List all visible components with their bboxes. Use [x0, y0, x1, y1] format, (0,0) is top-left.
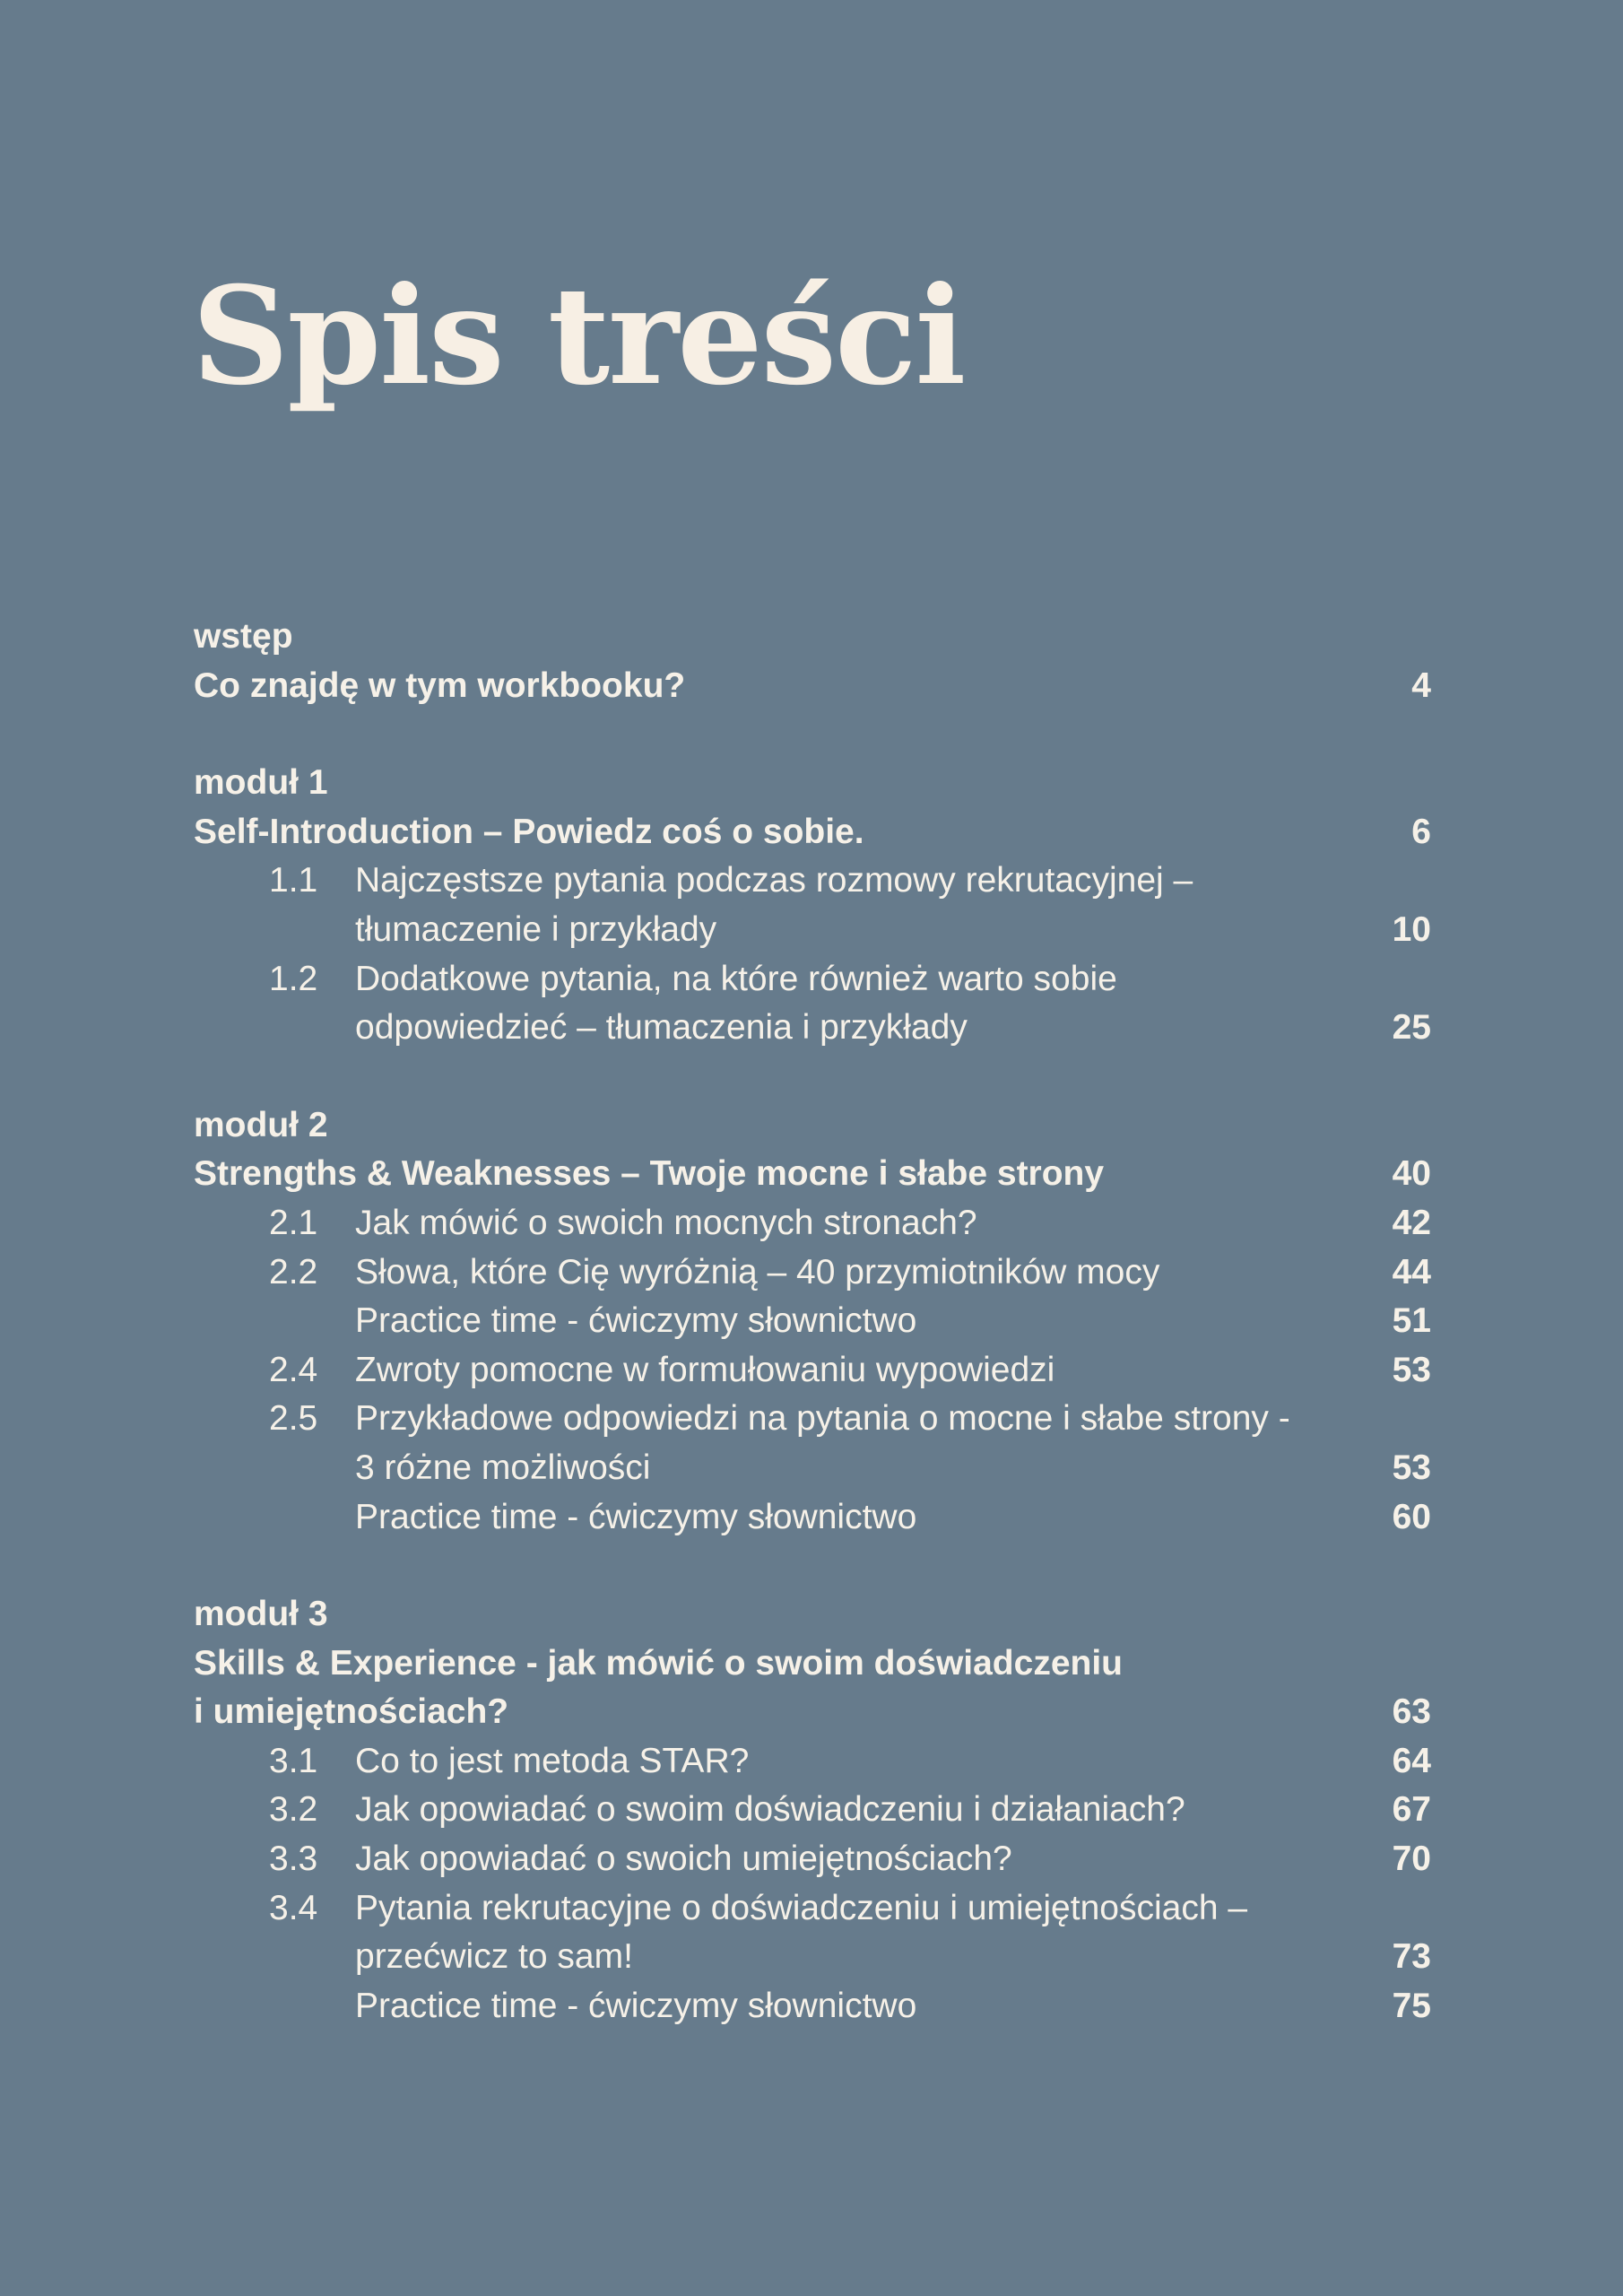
page-number: 40 [1392, 1154, 1431, 1194]
entry-title[interactable]: Jak opowiadać o swoim doświadczeniu i działaniach? [355, 1790, 1185, 1830]
entry-title[interactable]: Słowa, które Cię wyróżnią – 40 przymiotników mocy [355, 1252, 1160, 1292]
section-heading[interactable]: Strengths & Weaknesses – Twoje mocne i słabe strony [194, 1154, 1105, 1194]
section-heading[interactable]: Co znajdę w tym workbooku? [194, 665, 686, 705]
toc-entry-line[interactable] [194, 1933, 1431, 1982]
section-heading[interactable]: i umiejętnościach? [194, 1692, 509, 1732]
toc-entry-line[interactable] [194, 1199, 1431, 1248]
entry-title[interactable]: Practice time - ćwiczymy słownictwo [355, 1301, 917, 1341]
entry-title[interactable]: przećwicz to sam! [355, 1937, 633, 1977]
entry-title[interactable]: Przykładowe odpowiedzi na pytania o mocne i słabe strony - [355, 1399, 1290, 1439]
page-number: 70 [1392, 1839, 1431, 1879]
page-title: Spis treści [192, 257, 965, 415]
toc-entry-line[interactable] [194, 1835, 1431, 1884]
page-number: 4 [1411, 665, 1431, 705]
entry-title[interactable]: Practice time - ćwiczymy słownictwo [355, 1497, 917, 1536]
toc-entry-line[interactable] [194, 906, 1431, 955]
entry-title[interactable]: odpowiedzieć – tłumaczenia i przykłady [355, 1008, 968, 1048]
entry-title[interactable]: Jak opowiadać o swoich umiejętnościach? [355, 1839, 1012, 1879]
entry-title[interactable]: Najczęstsze pytania podczas rozmowy rekrutacyjnej – [355, 861, 1193, 900]
entry-number: 3.4 [269, 1888, 318, 1927]
toc-entry-line[interactable] [194, 1297, 1431, 1346]
toc-entry-line[interactable] [194, 857, 1431, 906]
section-heading[interactable]: Self-Introduction – Powiedz coś o sobie. [194, 812, 864, 851]
page-number: 44 [1392, 1252, 1431, 1292]
entry-title[interactable]: Jak mówić o swoich mocnych stronach? [355, 1203, 977, 1242]
entry-number: 2.4 [269, 1350, 318, 1389]
section-label: moduł 2 [194, 1105, 328, 1144]
entry-title[interactable]: Zwroty pomocne w formułowaniu wypowiedzi [355, 1350, 1055, 1389]
section-heading-line[interactable] [194, 1688, 1431, 1737]
page-number: 10 [1392, 909, 1431, 949]
page-number: 51 [1392, 1301, 1431, 1341]
section-heading[interactable]: Skills & Experience - jak mówić o swoim doświadczeniu [194, 1643, 1123, 1683]
toc-entry-line[interactable] [194, 1004, 1431, 1053]
toc-section [194, 613, 1431, 710]
entry-number: 2.1 [269, 1203, 318, 1242]
page-number: 63 [1392, 1692, 1431, 1732]
page-number: 67 [1392, 1790, 1431, 1830]
toc-entry-line[interactable] [194, 1982, 1431, 2031]
toc-entry-line[interactable] [194, 955, 1431, 1004]
entry-number: 2.2 [269, 1252, 318, 1292]
toc-entry-line[interactable] [194, 1493, 1431, 1543]
entry-number: 3.1 [269, 1741, 318, 1780]
toc-entry-line[interactable] [194, 1346, 1431, 1396]
page-number: 73 [1392, 1937, 1431, 1977]
entry-number: 1.1 [269, 861, 318, 900]
toc-section [194, 759, 1431, 1053]
entry-title[interactable]: Co to jest metoda STAR? [355, 1741, 750, 1780]
toc-section [194, 1590, 1431, 2031]
section-heading-line[interactable] [194, 808, 1431, 857]
entry-number: 2.5 [269, 1399, 318, 1439]
page-number: 42 [1392, 1203, 1431, 1242]
entry-number: 1.2 [269, 959, 318, 998]
toc-section [194, 1101, 1431, 1542]
toc-entry-line[interactable] [194, 1737, 1431, 1787]
toc-entry-line[interactable] [194, 1786, 1431, 1835]
section-heading-line[interactable] [194, 1150, 1431, 1199]
page-number: 60 [1392, 1497, 1431, 1536]
table-of-contents [194, 613, 1431, 2079]
page-number: 53 [1392, 1350, 1431, 1389]
toc-entry-line[interactable] [194, 1884, 1431, 1934]
entry-number: 3.3 [269, 1839, 318, 1879]
entry-title[interactable]: tłumaczenie i przykłady [355, 909, 717, 949]
section-label: wstęp [194, 617, 293, 656]
entry-title[interactable]: 3 różne możliwości [355, 1448, 651, 1487]
toc-entry-line[interactable] [194, 1444, 1431, 1493]
toc-entry-line[interactable] [194, 1395, 1431, 1444]
page-number: 6 [1411, 812, 1431, 851]
section-label: moduł 1 [194, 763, 328, 803]
section-label: moduł 3 [194, 1595, 328, 1634]
section-heading-line[interactable] [194, 662, 1431, 711]
page-number: 75 [1392, 1986, 1431, 2025]
section-heading-line[interactable] [194, 1639, 1431, 1689]
entry-title[interactable]: Practice time - ćwiczymy słownictwo [355, 1986, 917, 2025]
entry-number: 3.2 [269, 1790, 318, 1830]
toc-entry-line[interactable] [194, 1248, 1431, 1298]
page-number: 25 [1392, 1008, 1431, 1048]
page-number: 53 [1392, 1448, 1431, 1487]
entry-title[interactable]: Pytania rekrutacyjne o doświadczeniu i umiejętnościach – [355, 1888, 1248, 1927]
page-number: 64 [1392, 1741, 1431, 1780]
entry-title[interactable]: Dodatkowe pytania, na które również warto sobie [355, 959, 1117, 998]
